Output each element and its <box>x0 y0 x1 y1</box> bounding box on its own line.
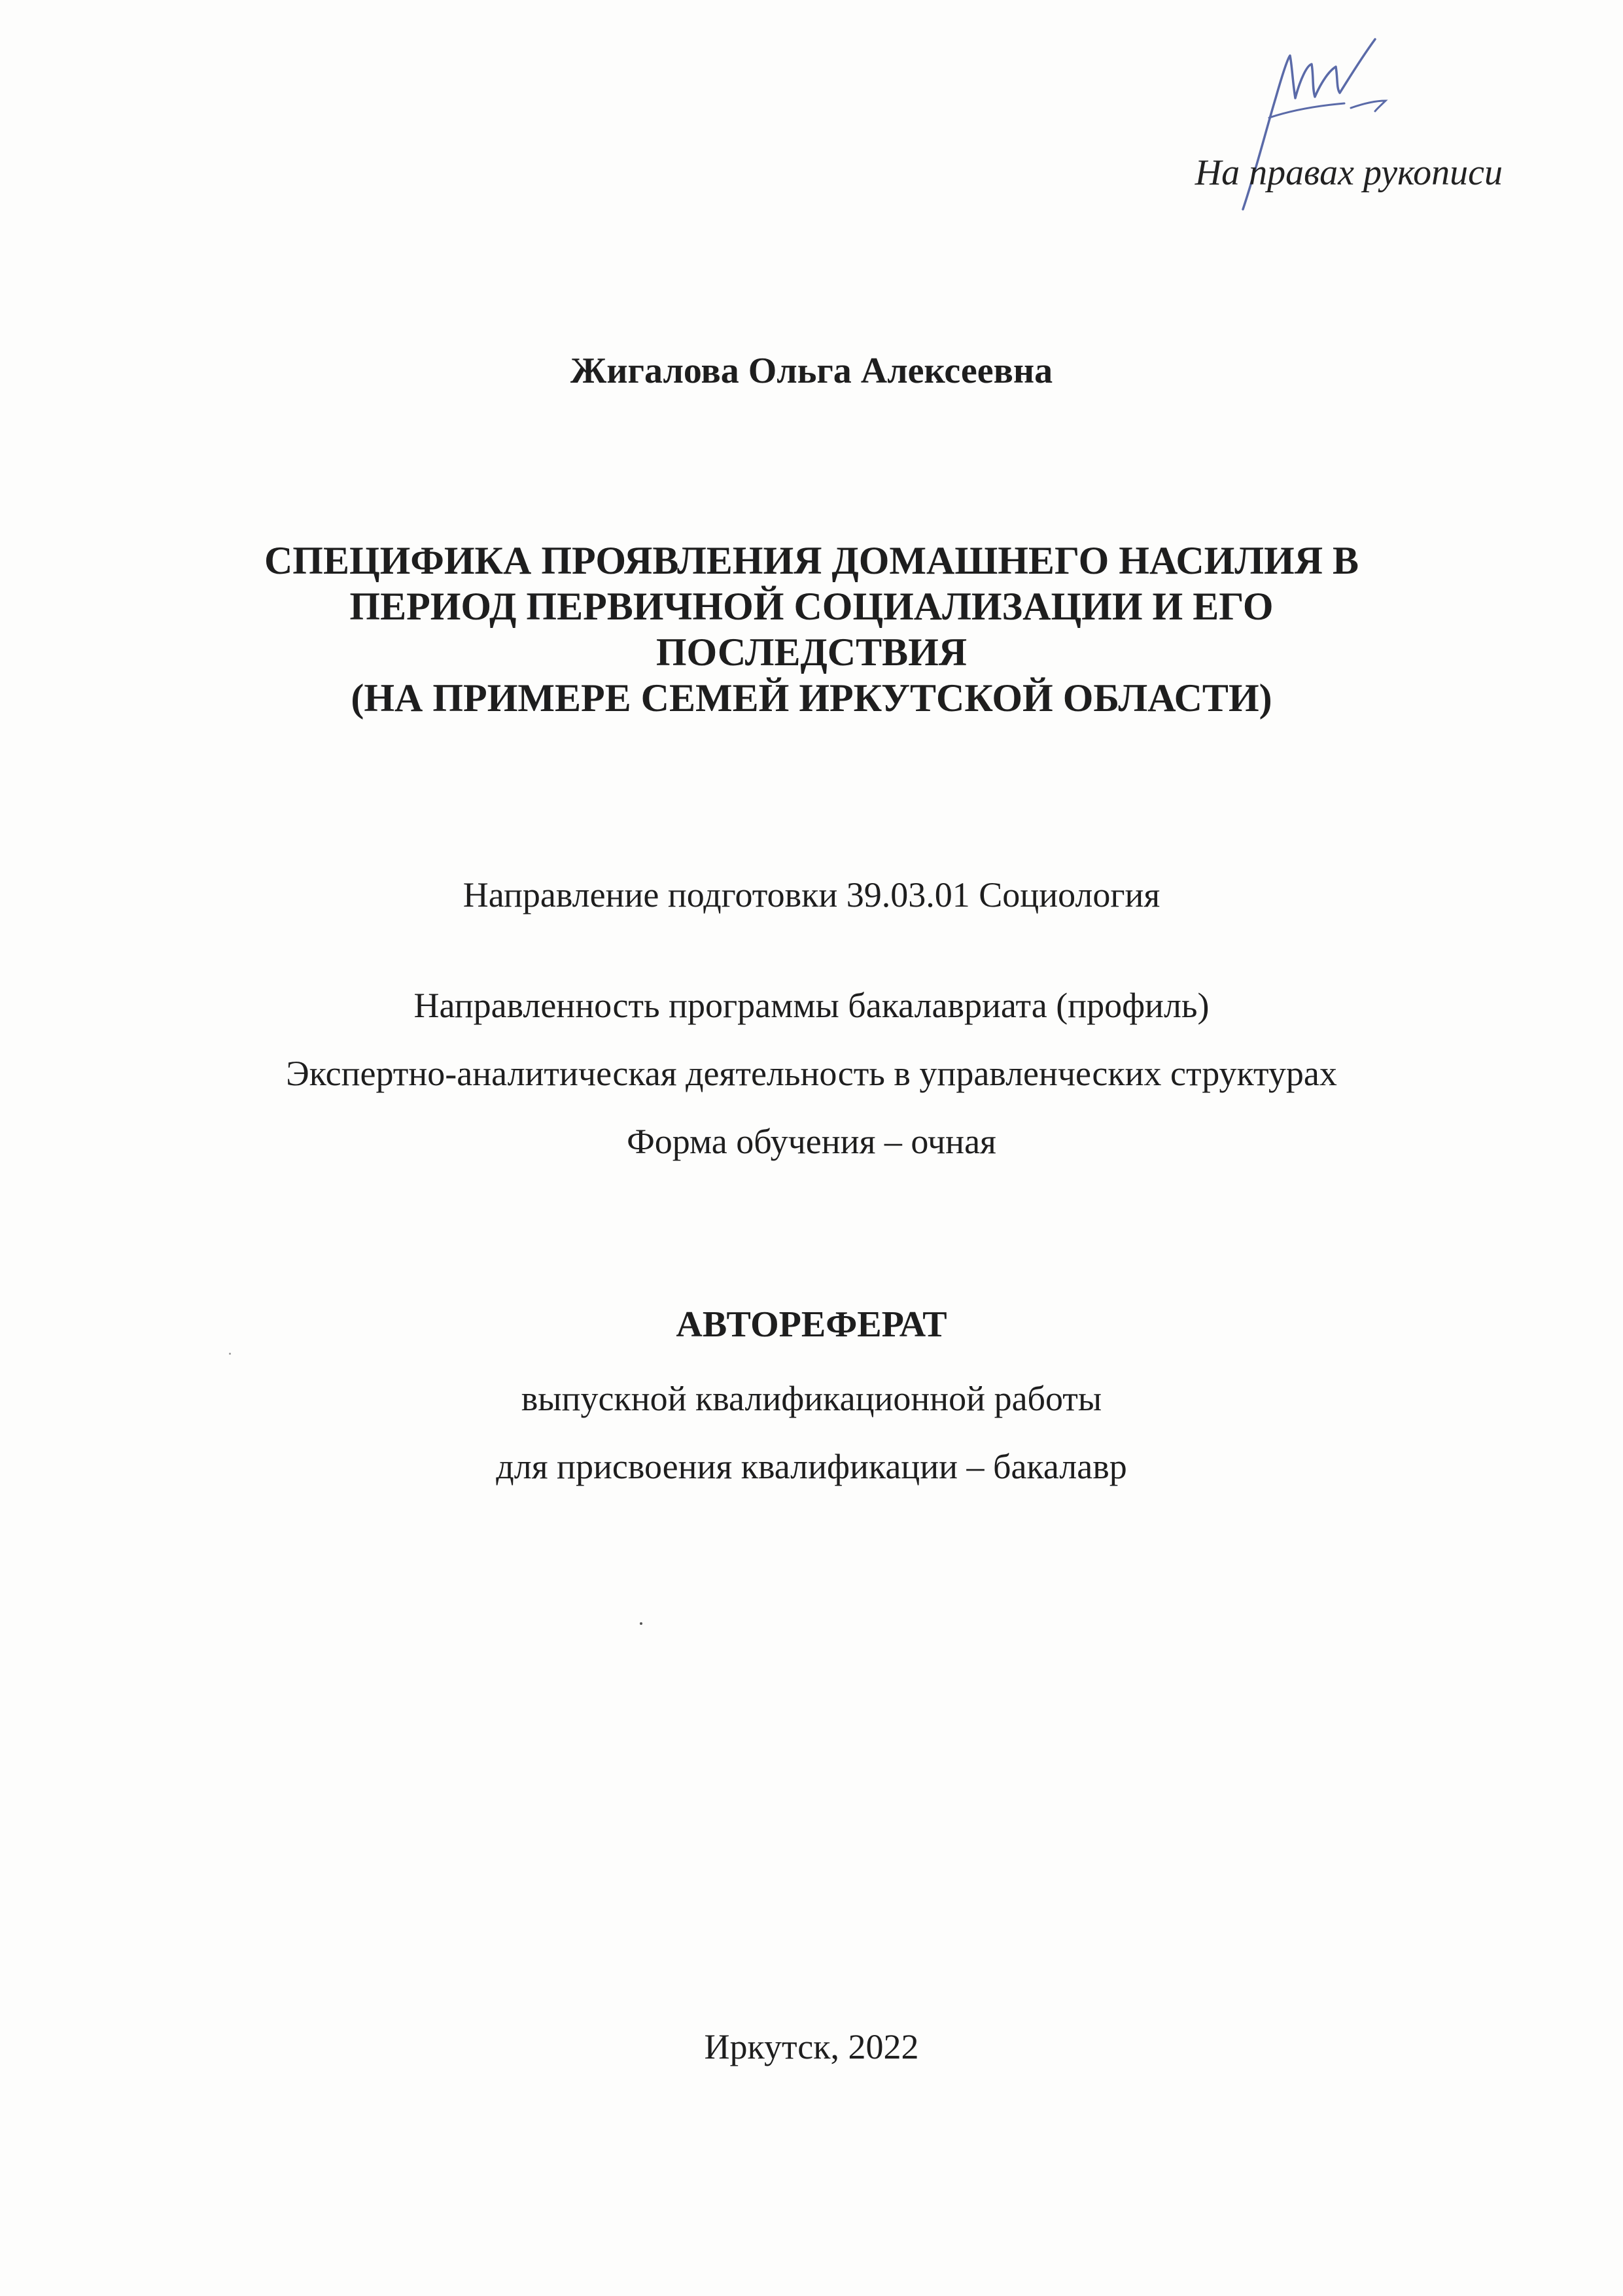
document-title <box>0 538 1623 721</box>
title-line: ПОСЛЕДСТВИЯ <box>655 631 968 674</box>
manuscript-rights-note: На правах рукописи <box>1195 152 1503 193</box>
title-line: (НА ПРИМЕРЕ СЕМЕЙ ИРКУТСКОЙ ОБЛАСТИ) <box>351 676 1272 720</box>
title-line: СПЕЦИФИКА ПРОЯВЛЕНИЯ ДОМАШНЕГО НАСИЛИЯ В <box>264 539 1359 582</box>
study-direction: Направление подготовки 39.03.01 Социология <box>462 875 1161 914</box>
profile-line: Экспертно-аналитическая деятельность в управленческих структурах <box>286 1054 1337 1093</box>
program-profile <box>0 971 1623 1175</box>
profile-line: Форма обучения – очная <box>627 1122 996 1161</box>
description-line: выпускной квалификационной работы <box>521 1379 1102 1418</box>
document-kind-description <box>0 1365 1623 1501</box>
document-kind-heading: АВТОРЕФЕРАТ <box>676 1304 947 1345</box>
title-line: ПЕРИОД ПЕРВИЧНОЙ СОЦИАЛИЗАЦИИ И ЕГО <box>349 585 1274 628</box>
description-line: для присвоения квалификации – бакалавр <box>496 1447 1127 1486</box>
author-name: Жигалова Ольга Алексеевна <box>570 351 1053 391</box>
profile-line: Направленность программы бакалавриата (профиль) <box>413 986 1210 1025</box>
scan-speck <box>229 1353 231 1355</box>
scan-speck <box>640 1622 642 1625</box>
city-year: Иркутск, 2022 <box>704 2027 919 2066</box>
